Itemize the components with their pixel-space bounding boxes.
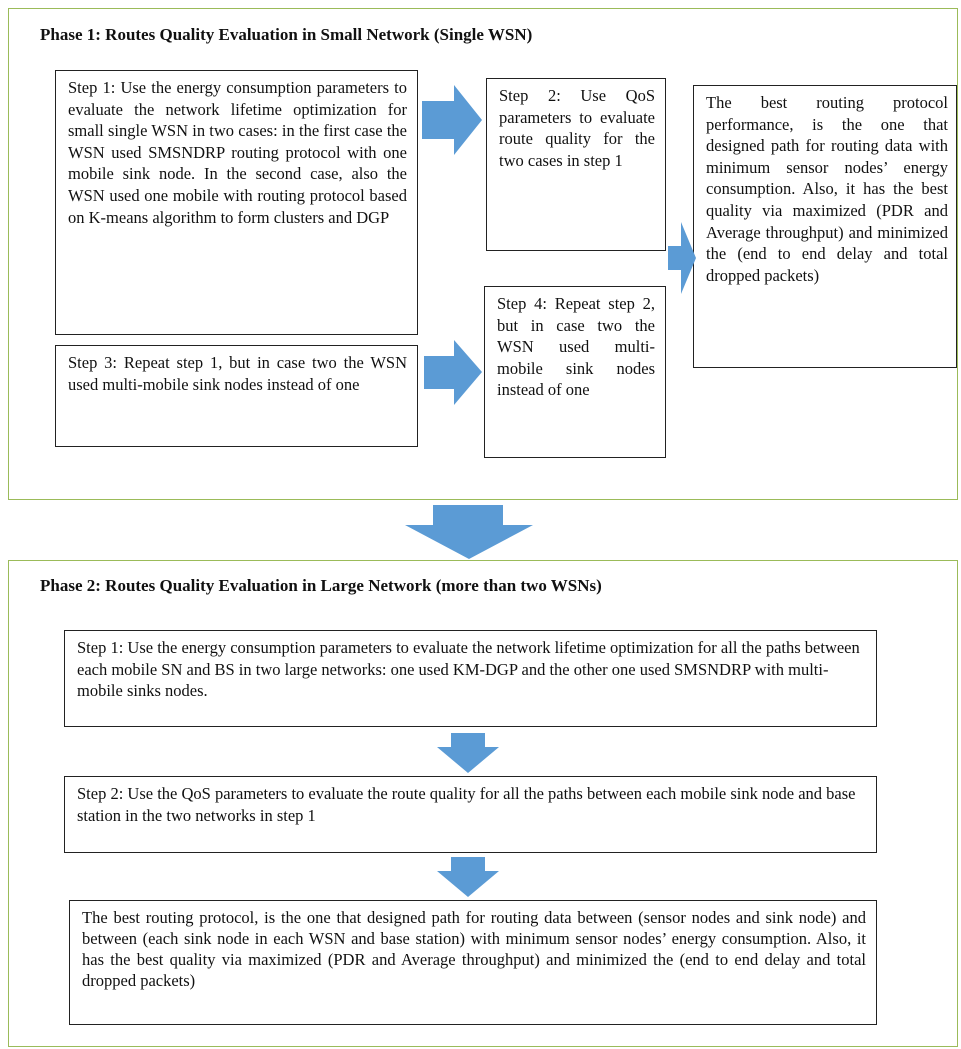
phase1-result-box: The best routing protocol performance, is the one that designed path for routing data with minimum sensor nodes’ energy consumption. Also, it has the best quality via maximized (PDR and Average throughput) and minimized the (end to end delay and total dropped packets) <box>693 85 957 368</box>
arrow-step3-to-step4 <box>424 340 482 405</box>
phase2-step1-box: Step 1: Use the energy consumption parameters to evaluate the network lifetime optimization for all the paths between each mobile SN and BS in two large networks: one used KM-DGP and the other one used SMSNDRP with multi-mobile sinks nodes. <box>64 630 877 727</box>
phase1-step1-box: Step 1: Use the energy consumption parameters to evaluate the network lifetime optimization for small single WSN in two cases: in the first case the WSN used SMSNDRP routing protocol with one mobile sink node. In the second case, also the WSN used one mobile with routing protocol based on K-means algorithm to form clusters and DGP <box>55 70 418 335</box>
phase1-step2-box: Step 2: Use QoS parameters to evaluate route quality for the two cases in step 1 <box>486 78 666 251</box>
arrow-to-phase1-result <box>668 222 696 294</box>
arrow-step1-to-step2 <box>422 85 482 155</box>
phase1-step4-box: Step 4: Repeat step 2, but in case two the WSN used multi-mobile sink nodes instead of one <box>484 286 666 458</box>
phase2-title: Phase 2: Routes Quality Evaluation in Large Network (more than two WSNs) <box>40 576 602 595</box>
phase2-result-box: The best routing protocol, is the one that designed path for routing data between (sensor nodes and sink node) and between (each sink node in each WSN and base station) with minimum sensor nodes’ energy consumption. Also, it has the best quality via maximized (PDR and Average throughput) and minimized the (end to end delay and total dropped packets) <box>69 900 877 1025</box>
arrow-phase2-step1-to-step2 <box>437 733 499 773</box>
arrow-phase1-to-phase2 <box>405 505 533 559</box>
phase1-step3-box: Step 3: Repeat step 1, but in case two the WSN used multi-mobile sink nodes instead of one <box>55 345 418 447</box>
arrow-phase2-step2-to-result <box>437 857 499 897</box>
phase2-step2-box: Step 2: Use the QoS parameters to evaluate the route quality for all the paths between each mobile sink node and base station in the two networks in step 1 <box>64 776 877 853</box>
phase1-title: Phase 1: Routes Quality Evaluation in Small Network (Single WSN) <box>40 25 533 44</box>
